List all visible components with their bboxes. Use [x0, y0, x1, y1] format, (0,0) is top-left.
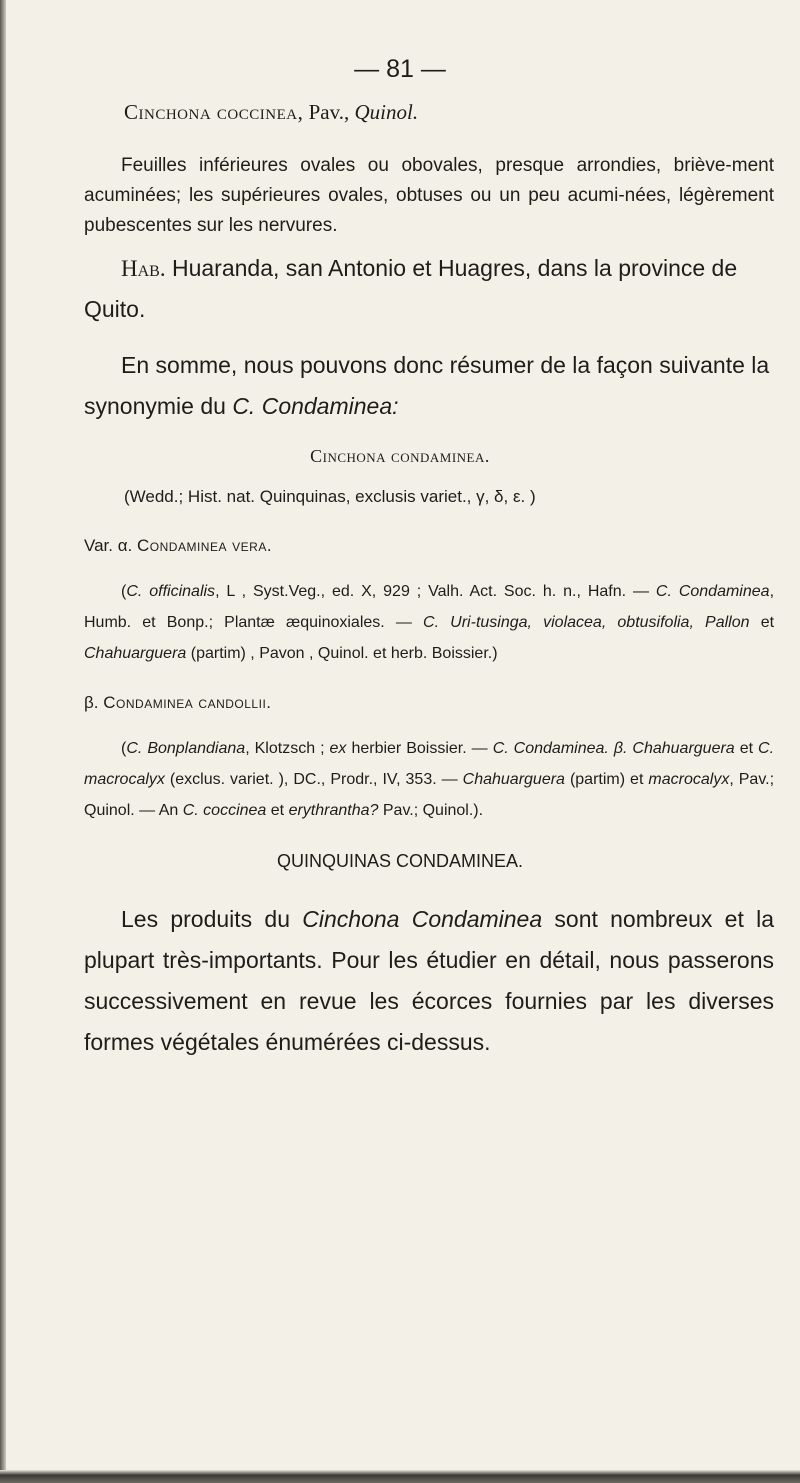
syn-alpha-text: , L , Syst.Veg., ed. X, 929 ; Valh. Act. Soc. h. n., Hafn. — — [215, 583, 649, 600]
habitat-label: Hab. — [121, 256, 166, 281]
closing-taxon: Cinchona Condaminea — [302, 906, 543, 932]
syn-beta-text: (partim) et — [569, 771, 644, 788]
syn-beta-taxon: ex — [329, 740, 347, 757]
syn-alpha-taxon: C. Condaminea — [655, 583, 770, 600]
syn-beta-text: et — [270, 802, 285, 819]
syn-alpha-taxon: C. Uri-tusinga, violacea, obtusifolia, Pallon — [423, 614, 750, 631]
variety-beta-name: Condaminea candollii. — [103, 693, 272, 712]
syn-alpha-text: (partim) , Pavon , Quinol. et herb. Boissier.) — [190, 645, 498, 662]
syn-beta-taxon: Chahuarguera — [462, 771, 565, 788]
syn-beta-text: (exclus. variet. ), DC., Prodr., IV, 353. — — [169, 771, 458, 788]
page-number: — 81 — — [354, 55, 446, 83]
closing-text: Les produits du — [121, 906, 291, 932]
syn-beta-text: , Pav.; Quinol. — An — [84, 771, 775, 819]
syn-alpha-text: ( — [121, 583, 127, 600]
quinquinas-heading: QUINQUINAS CONDAMINEA. — [276, 851, 524, 871]
intro-paragraph — [84, 345, 774, 427]
condaminea-heading: Cinchona condaminea. — [310, 446, 490, 466]
variety-beta-prefix: β. — [84, 693, 99, 712]
variety-beta-heading — [84, 693, 774, 713]
closing-paragraph — [84, 899, 774, 1063]
species-heading — [84, 100, 774, 125]
syn-beta-text: et — [739, 740, 754, 757]
species-name: Cinchona coccinea, — [124, 100, 304, 124]
syn-beta-text: ( — [121, 740, 127, 757]
species-ref: Quinol. — [354, 100, 419, 124]
synonymy-alpha — [84, 576, 774, 669]
syn-beta-taxon: C. coccinea — [182, 802, 267, 819]
syn-beta-text: Pav.; Quinol.). — [382, 802, 484, 819]
species-description: Feuilles inférieures ovales ou obovales, presque arrondies, briève-ment acuminées; les supérieures ovales, obtuses ou un peu acumi-nées, légèrement pubescentes sur les nervures. — [84, 155, 774, 236]
species-author: Pav., — [308, 100, 350, 124]
variety-alpha-heading — [84, 536, 774, 556]
page-bottom-edge — [0, 1470, 800, 1483]
closing-text: sont nombreux et la plupart très-importants. Pour les étudier en détail, nous passerons successivement en revue les écorces fournies par les diverses formes végétales énumérées ci-dessus. — [84, 906, 775, 1055]
variety-alpha-name: Condaminea vera. — [137, 536, 273, 555]
syn-beta-text: , Klotzsch ; — [245, 740, 325, 757]
syn-alpha-text: et — [760, 614, 775, 631]
syn-beta-text: herbier Boissier. — — [351, 740, 488, 757]
syn-beta-taxon: erythrantha? — [288, 802, 379, 819]
syn-beta-taxon: C. Bonplandiana — [126, 740, 246, 757]
intro-text: En somme, nous pouvons donc résumer de la façon suivante la synonymie du — [84, 352, 770, 419]
weddell-note: (Wedd.; Hist. nat. Quinquinas, exclusis variet., γ, δ, ε. ) — [124, 487, 536, 506]
habitat-paragraph — [84, 248, 774, 330]
intro-taxon: C. Condaminea: — [232, 393, 399, 419]
syn-alpha-text: , Humb. et Bonp.; Plantæ æquinoxiales. — — [84, 583, 775, 631]
syn-beta-taxon: macrocalyx — [648, 771, 730, 788]
syn-alpha-taxon: C. officinalis — [126, 583, 216, 600]
syn-alpha-taxon: Chahuarguera — [84, 645, 187, 662]
syn-beta-taxon: C. macrocalyx — [84, 740, 775, 788]
page-left-edge — [0, 0, 6, 1483]
habitat-text: Huaranda, san Antonio et Huagres, dans la province de Quito. — [84, 255, 738, 322]
variety-alpha-prefix: Var. α. — [84, 536, 133, 555]
synonymy-beta — [84, 733, 774, 826]
syn-beta-taxon: C. Condaminea. β. Chahuarguera — [492, 740, 735, 757]
